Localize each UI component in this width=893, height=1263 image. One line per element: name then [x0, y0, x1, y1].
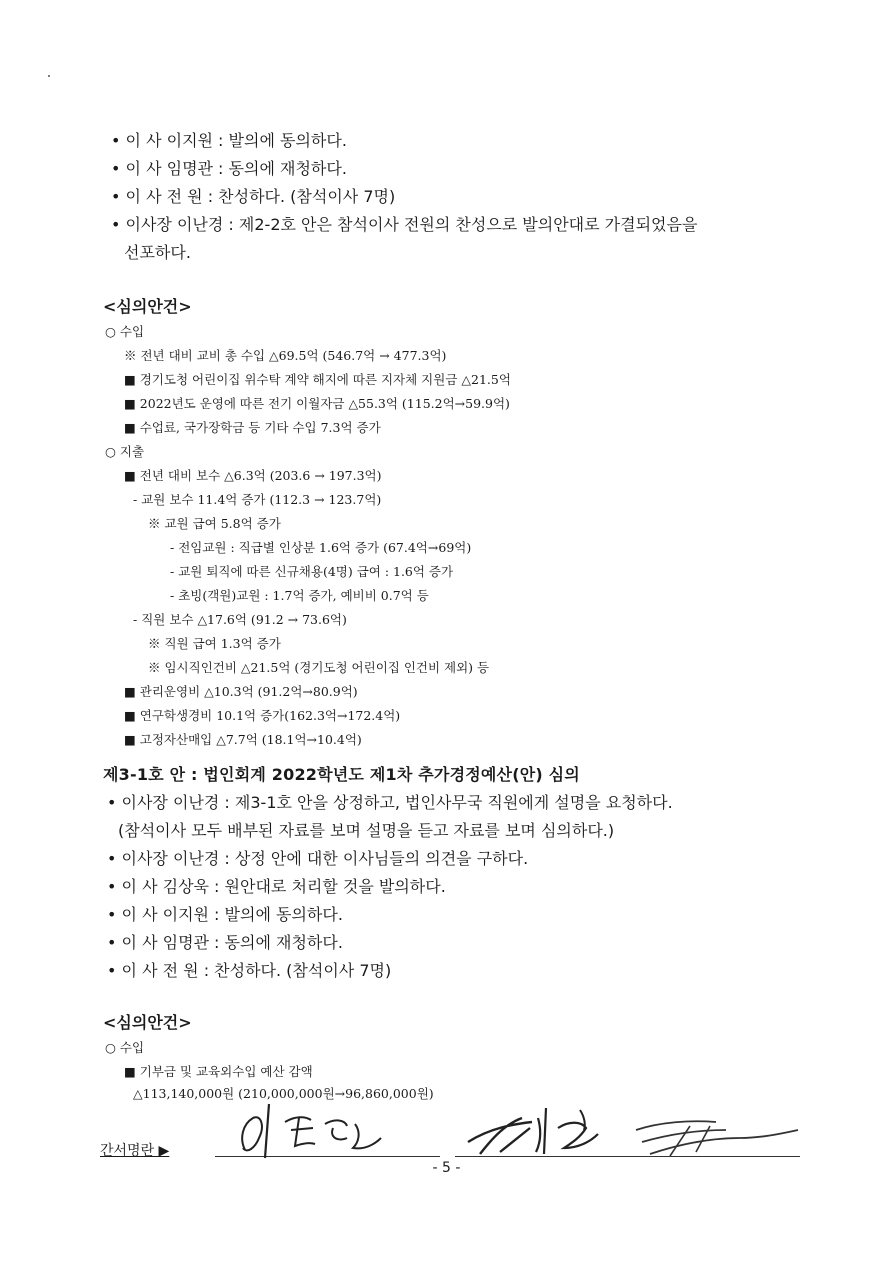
- review-heading-1: <심의안건>: [103, 297, 192, 316]
- agenda-line-4: • 이 사 김상욱 : 원안대로 처리할 것을 발의하다.: [107, 877, 446, 896]
- expense-item-10: ■ 관리운영비 △10.3억 (91.2억→80.9억): [124, 684, 358, 699]
- income-item-2: ■ 경기도청 어린이집 위수탁 계약 해지에 따른 지자체 지원금 △21.5억: [124, 372, 511, 387]
- vote-line-2: • 이 사 임명관 : 동의에 재청하다.: [111, 159, 347, 178]
- income-item-3: ■ 2022년도 운영에 따른 전기 이월자금 △55.3억 (115.2억→59.9억): [124, 396, 510, 411]
- vote-line-5: 선포하다.: [124, 243, 191, 262]
- agenda-title: 제3-1호 안 : 법인회계 2022학년도 제1차 추가경정예산(안) 심의: [103, 765, 580, 784]
- agenda-line-2: (참석이사 모두 배부된 자료를 보며 설명을 듣고 자료를 보며 심의하다.): [118, 821, 615, 840]
- expense-item-4: - 전임교원 : 직급별 인상분 1.6억 증가 (67.4억→69억): [170, 540, 472, 555]
- vote-line-4: • 이사장 이난경 : 제2-2호 안은 참석이사 전원의 찬성으로 발의안대로 가결되었음을: [111, 215, 698, 234]
- expense-item-2: - 교원 보수 11.4억 증가 (112.3 → 123.7억): [133, 492, 382, 507]
- expense-item-9: ※ 임시직인건비 △21.5억 (경기도청 어린이집 인건비 제외) 등: [148, 660, 490, 675]
- agenda-line-5: • 이 사 이지원 : 발의에 동의하다.: [107, 905, 343, 924]
- vote-line-3: • 이 사 전 원 : 찬성하다. (참석이사 7명): [111, 187, 396, 206]
- expense-item-11: ■ 연구학생경비 10.1억 증가(162.3억→172.4억): [124, 708, 401, 723]
- review-heading-2: <심의안건>: [103, 1013, 192, 1032]
- signature-1-image: [225, 1098, 415, 1166]
- income-title-2: ○ 수입: [105, 1040, 145, 1055]
- agenda-line-3: • 이사장 이난경 : 상정 안에 대한 이사님들의 의견을 구하다.: [107, 849, 529, 868]
- income-item-1: ※ 전년 대비 교비 총 수입 △69.5억 (546.7억 → 477.3억): [124, 348, 447, 363]
- expense-item-3: ※ 교원 급여 5.8억 증가: [148, 516, 281, 531]
- page-number: - 5 -: [432, 1160, 461, 1176]
- income-item-4: ■ 수업료, 국가장학금 등 기타 수입 7.3억 증가: [124, 420, 381, 435]
- expense-title-1: ○ 지출: [105, 444, 145, 459]
- income-title-1: ○ 수입: [105, 324, 145, 339]
- signature-2-image: [460, 1098, 620, 1166]
- review2-item-2: △113,140,000원 (210,000,000원→96,860,000원): [133, 1086, 434, 1101]
- expense-item-8: ※ 직원 급여 1.3억 증가: [148, 636, 281, 651]
- signature-label: 간서명란 ▶: [100, 1143, 170, 1159]
- signature-3-image: [630, 1108, 805, 1166]
- expense-item-6: - 초빙(객원)교원 : 1.7억 증가, 예비비 0.7억 등: [170, 588, 429, 603]
- scan-speck: [48, 75, 50, 77]
- agenda-line-6: • 이 사 임명관 : 동의에 재청하다.: [107, 933, 343, 952]
- vote-line-1: • 이 사 이지원 : 발의에 동의하다.: [111, 131, 347, 150]
- expense-item-5: - 교원 퇴직에 따른 신규채용(4명) 급여 : 1.6억 증가: [170, 564, 454, 579]
- review2-item-1: ■ 기부금 및 교육외수입 예산 감액: [124, 1064, 313, 1079]
- expense-item-1: ■ 전년 대비 보수 △6.3억 (203.6 → 197.3억): [124, 468, 382, 483]
- expense-item-12: ■ 고정자산매입 △7.7억 (18.1억→10.4억): [124, 732, 362, 747]
- signature-area: [100, 1098, 800, 1168]
- agenda-line-1: • 이사장 이난경 : 제3-1호 안을 상정하고, 법인사무국 직원에게 설명을 요청하다.: [107, 793, 673, 812]
- expense-item-7: - 직원 보수 △17.6억 (91.2 → 73.6억): [133, 612, 347, 627]
- agenda-line-7: • 이 사 전 원 : 찬성하다. (참석이사 7명): [107, 961, 392, 980]
